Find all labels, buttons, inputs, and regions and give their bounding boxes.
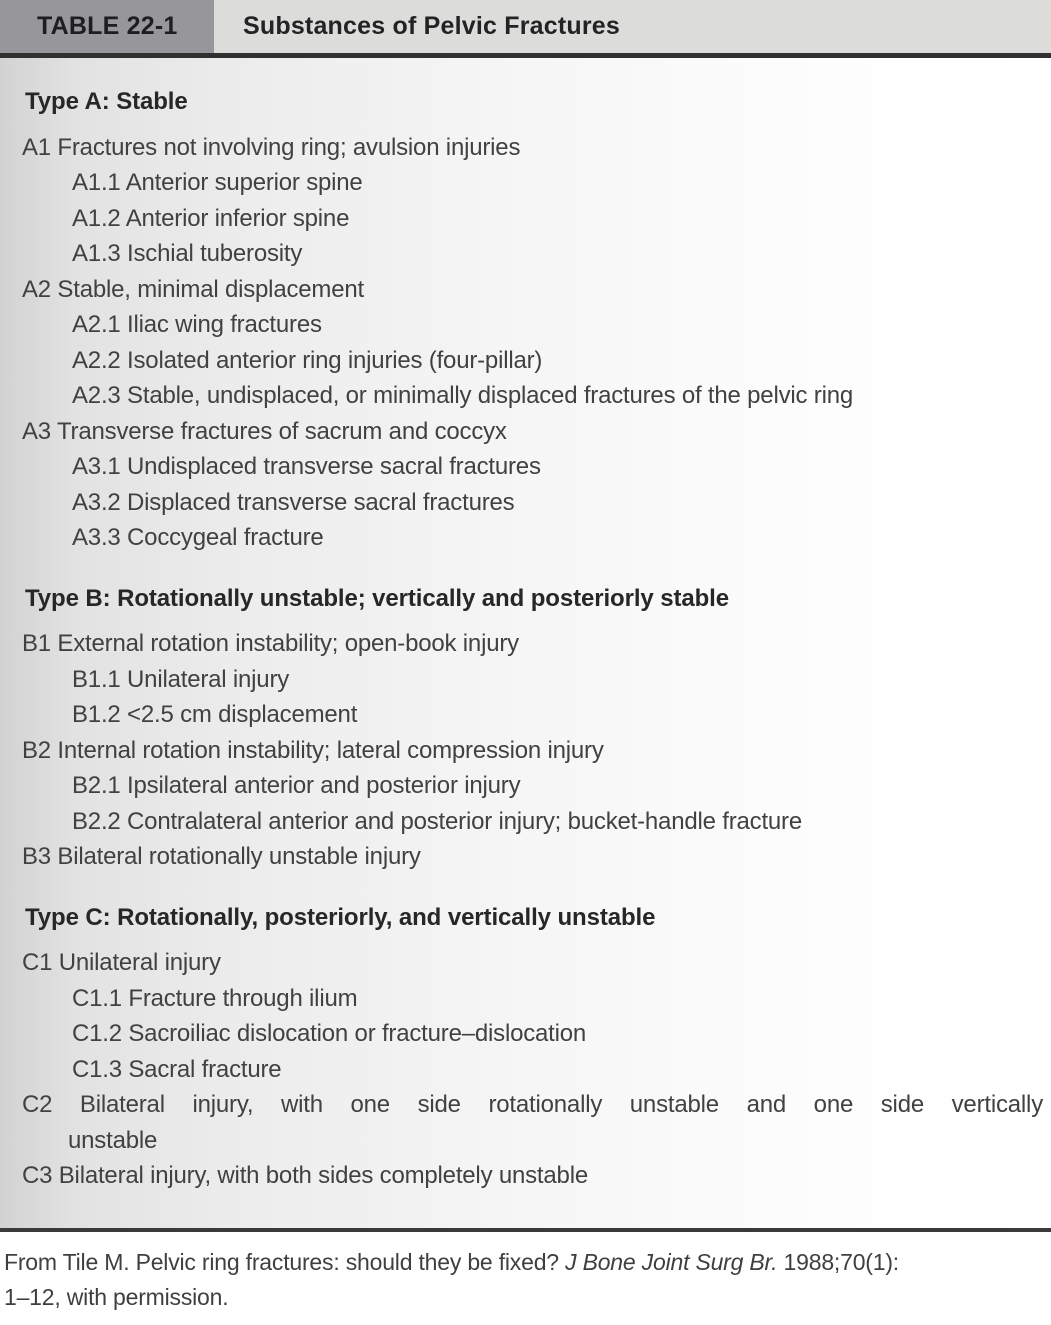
citation-journal: J Bone Joint Surg Br. xyxy=(565,1249,778,1275)
classification-item: B3 Bilateral rotationally unstable injury xyxy=(22,843,421,870)
citation-prefix: From Tile M. Pelvic ring fractures: should they be fixed? xyxy=(4,1249,566,1275)
classification-item: A1 Fractures not involving ring; avulsion injuries xyxy=(22,133,521,161)
classification-subitem: A2.2 Isolated anterior ring injuries (four-pillar) xyxy=(72,346,543,374)
source-citation xyxy=(0,1232,1051,1325)
classification-subitem: A1.2 Anterior inferior spine xyxy=(72,204,350,232)
classification-subitem: A1.1 Anterior superior spine xyxy=(72,169,363,196)
classification-subitem: A3.3 Coccygeal fracture xyxy=(72,524,324,551)
classification-subitem: A3.1 Undisplaced transverse sacral fractures xyxy=(72,453,541,480)
classification-subitem: A3.2 Displaced transverse sacral fractures xyxy=(72,488,515,516)
classification-item xyxy=(22,1087,1043,1158)
classification-subitem: A2.3 Stable, undisplaced, or minimally displaced fractures of the pelvic ring xyxy=(72,382,854,409)
classification-item-line2: unstable xyxy=(68,1126,158,1154)
table-header xyxy=(0,0,1051,53)
classification-subitem: A1.3 Ischial tuberosity xyxy=(72,240,303,267)
classification-subitem: B1.1 Unilateral injury xyxy=(72,665,290,693)
classification-item: C3 Bilateral injury, with both sides completely unstable xyxy=(22,1162,588,1189)
section-type-a xyxy=(22,84,1043,556)
classification-subitem: C1.2 Sacroiliac dislocation or fracture–dislocation xyxy=(72,1020,587,1047)
classification-item: A3 Transverse fractures of sacrum and coccyx xyxy=(22,417,507,445)
classification-item: B1 External rotation instability; open-book injury xyxy=(22,630,519,657)
classification-subitem: B2.2 Contralateral anterior and posterior injury; bucket-handle fracture xyxy=(72,807,802,835)
citation-line2: 1–12, with permission. xyxy=(4,1284,229,1310)
classification-item: B2 Internal rotation instability; lateral compression injury xyxy=(22,736,604,764)
section-heading-type-a: Type A: Stable xyxy=(25,88,188,115)
classification-subitem: C1.1 Fracture through ilium xyxy=(72,984,358,1012)
classification-subitem: A2.1 Iliac wing fractures xyxy=(72,311,322,338)
classification-subitem: C1.3 Sacral fracture xyxy=(72,1055,282,1083)
classification-item: C1 Unilateral injury xyxy=(22,949,221,976)
classification-item: A2 Stable, minimal displacement xyxy=(22,275,364,303)
section-type-c xyxy=(22,900,1043,1194)
classification-subitem: B1.2 <2.5 cm displacement xyxy=(72,701,358,728)
section-heading-type-b: Type B: Rotationally unstable; vertically and posteriorly stable xyxy=(25,584,729,612)
classification-subitem: B2.1 Ipsilateral anterior and posterior injury xyxy=(72,772,521,799)
citation-line1 xyxy=(4,1245,1043,1280)
classification-item-line1: C2 Bilateral injury, with one side rotationally unstable and one side vertically xyxy=(22,1091,1043,1118)
citation-volume: 1988;70(1): xyxy=(777,1249,899,1275)
table-body xyxy=(0,58,1051,1228)
table-number-label: TABLE 22-1 xyxy=(0,0,214,53)
section-type-b xyxy=(22,581,1043,875)
table-title: Substances of Pelvic Fractures xyxy=(214,0,1051,53)
section-heading-type-c: Type C: Rotationally, posteriorly, and vertically unstable xyxy=(25,903,656,931)
